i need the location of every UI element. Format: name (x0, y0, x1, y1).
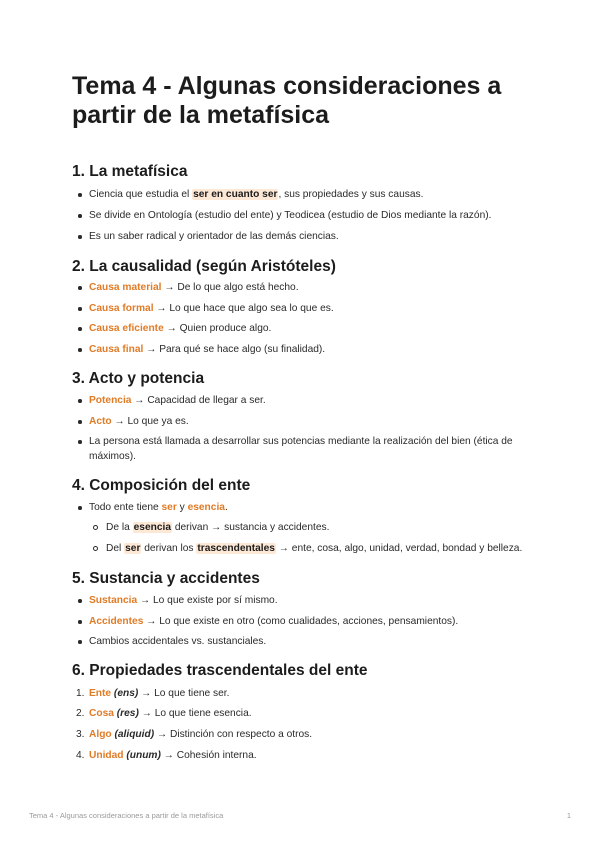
section-heading: 6. Propiedades trascendentales del ente (72, 662, 368, 679)
bullet-icon (78, 286, 82, 290)
section-heading: 5. Sustancia y accidentes (72, 570, 260, 587)
bullet-icon (78, 640, 82, 644)
bullet-icon (78, 214, 82, 218)
bullet-icon (78, 506, 82, 510)
section-heading: 1. La metafísica (72, 163, 188, 180)
circle-bullet-icon (93, 546, 98, 551)
page-title: Tema 4 - Algunas consideraciones a partir de la metafísica (72, 72, 502, 129)
bullet-icon (78, 620, 82, 624)
bullet-icon (78, 235, 82, 239)
section-heading: 4. Composición del ente (72, 477, 251, 494)
bullet-icon (78, 440, 82, 444)
bullet-icon (78, 307, 82, 311)
bullet-icon (78, 193, 82, 197)
bullet-icon (78, 420, 82, 424)
section-heading: 3. Acto y potencia (72, 370, 205, 387)
bullet-icon (78, 399, 82, 403)
circle-bullet-icon (93, 525, 98, 530)
bullet-icon (78, 327, 82, 331)
page-footer (29, 811, 571, 820)
bullet-icon (78, 599, 82, 603)
footer-title: Tema 4 - Algunas consideraciones a partir de la metafísica (29, 811, 224, 820)
bullet-icon (78, 348, 82, 352)
section-heading: 2. La causalidad (según Aristóteles) (72, 258, 336, 275)
page-number: 1 (566, 811, 571, 820)
